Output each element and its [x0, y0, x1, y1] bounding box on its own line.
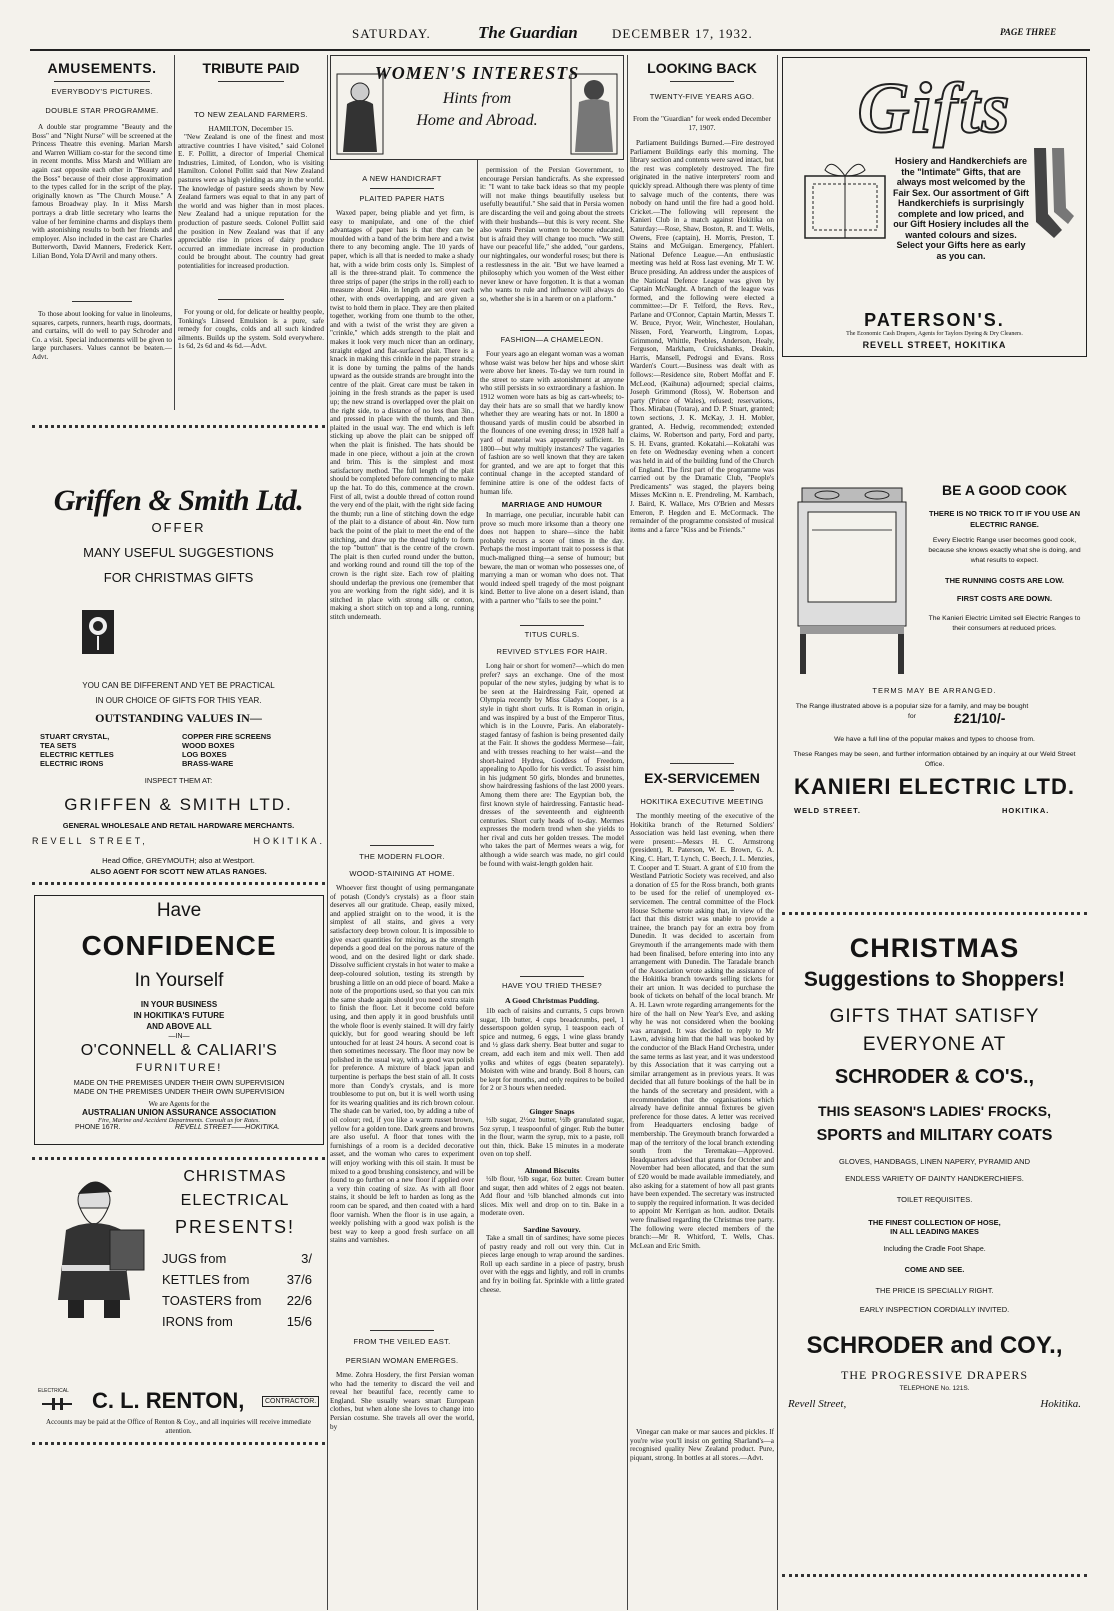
ginger-body: ½lb sugar, 2½oz butter, ½lb granulated sugar, 5oz syrup, 1 teaspoonful of ginger. Rub the butter in the flour, warm the syrup, mix to a paste, roll out thin, thick. Bake 15 minutes in a moderate oven on top shelf. [480, 1116, 624, 1159]
item: JUGS from [162, 1251, 227, 1266]
ginger-title: Ginger Snaps [529, 1107, 575, 1116]
sardine-body: Take a small tin of sardines; have some pieces of pastry ready and roll out very thin. Cut in pieces large enough to wrap around the sardines. Roll up each sardine in a piece of pastry, brush over with the eggs and lightly, and roll in crumbs and fry in boiling fat. Sprinkle with a little grated cheese. [480, 1234, 624, 1294]
oconnell-name: O'CONNELL & CALIARI'S [80, 1042, 278, 1059]
item: IRONS from [162, 1314, 233, 1329]
list-item: BRASS-WARE [182, 759, 234, 768]
kanieri-inspect: These Ranges may be seen, and further information obtained by an inquiry at our Weld Street Office. [793, 751, 1076, 768]
schroder-hose1: THE FINEST COLLECTION OF HOSE, [868, 1218, 1001, 1227]
renton-logo-icon [42, 1396, 72, 1412]
schroder-hose2: IN ALL LEADING MAKES [890, 1227, 979, 1236]
amusements-programme: DOUBLE STAR PROGRAMME. [45, 106, 159, 115]
looking-back-sub: TWENTY-FIVE YEARS AGO. [649, 92, 755, 101]
looking-back-title: LOOKING BACK [647, 60, 757, 76]
renton-price-list [162, 1248, 312, 1332]
ex-servicemen-sub: HOKITIKA EXECUTIVE MEETING [640, 797, 764, 806]
tribute-dateline: HAMILTON, December 15. [208, 124, 294, 133]
griffen-head-office: Head Office, GREYMOUTH; also at Westport. [102, 856, 255, 865]
tried-title: HAVE YOU TRIED THESE? [502, 981, 602, 990]
kanieri-title: BE A GOOD COOK [942, 482, 1067, 498]
tribute-column [178, 56, 324, 414]
price-row [162, 1290, 312, 1311]
oconnell-fire: Fire, Marine and Accident Departments. Consult us for Rates. [98, 1117, 260, 1124]
griffen-different: YOU CAN BE DIFFERENT AND YET BE PRACTICAL [82, 681, 275, 690]
pudding-body: 1lb each of raisins and currants, 5 cups brown sugar, 1lb butter, 4 cups breadcrumbs, peel, 1 dessertspoon golden syrup, 1 teaspoon each of spice and nutmeg, 6 eggs, 1 wine glass brandy and ½ glass dark sherry. Beat butter and sugar to cream, add each item and mix well. Then add yolks and whites of eggs (beaten separately). Moisten with wine and brandy. Boil 8 hours, can be kept for months, and only requires to be boiled for 2 or 3 hours when needed. [480, 1007, 624, 1093]
ex-servicemen-title: EX-SERVICEMEN [644, 770, 760, 786]
renton-name: C. L. RENTON, [92, 1388, 245, 1413]
almond-title: Almond Biscuits [524, 1166, 580, 1175]
looking-back-column [630, 56, 774, 1606]
tribute-title: TRIBUTE PAID [202, 60, 300, 76]
oconnell-street: REVELL STREET——HOKITIKA. [175, 1124, 280, 1131]
amusements-venue: EVERYBODY'S PICTURES. [51, 87, 153, 96]
list-item: TEA SETS [40, 741, 77, 750]
renton-ad [32, 1157, 325, 1445]
vinegar-advt: Vinegar can make or mar sauces and pickles. If you're wise you'll insist on getting Sharland's—a recognised quality New Zealand product. Pure, piquant, strong. In bottles at all stores.—Advt. [630, 1428, 774, 1462]
gift-box-illustration [801, 150, 889, 242]
griffen-line1: MANY USEFUL SUGGESTIONS [83, 545, 274, 560]
patersons-gifts-ad [782, 57, 1087, 357]
schroder-gifts: GIFTS THAT SATISFY [829, 1006, 1040, 1027]
schroder-cradle: Including the Cradle Foot Shape. [883, 1246, 986, 1253]
list-item: ELECTRIC IRONS [40, 759, 104, 768]
kanieri-l1: THERE IS NO TRICK TO IT IF YOU USE AN ELECTRIC RANGE. [928, 509, 1081, 529]
masthead-date: DECEMBER 17, 1932. [612, 26, 753, 41]
renton-contractor: CONTRACTOR. [262, 1396, 319, 1407]
looking-back-from: From the "Guardian" for week ended December 17, 1907. [633, 115, 771, 132]
schroder-drapers: THE PROGRESSIVE DRAPERS [840, 1368, 1029, 1382]
kanieri-full-line: We have a full line of the popular makes and types to choose from. [834, 736, 1035, 743]
divider [520, 625, 584, 626]
griffen-inspect: INSPECT THEM AT: [144, 776, 213, 785]
divider [520, 976, 584, 977]
griffen-offer: OFFER [151, 520, 206, 535]
floor-body: Whoever first thought of using permanganate of potash (Condy's crystals) as a floor stain deserves all our gratitude. Cheap, easily mixed, and applied straight on to the wood, it is the simplest of all stains, and gives a very satisfactory deep brown colour. It is impossible to give exact quantities for mixing, as the strength depends a good deal on the porous nature of the wood, and on the desired light or dark shade. Dissolve sufficient crystals in hot water to make a deep-coloured solution, testing its strength by brushing a little on an odd piece of board. Make a note of the proportions used, so that you can mix the same shade again should you need extra stain to finish the floor. Let it become cold before using, and then apply it in good brushfuls until the whole floor is evenly stained. It will dry fairly quickly, but for good wearing should be left untouched for at least 24 hours. A second coat is then sometimes necessary. The floor may now be polished in the usual way, with a good wax polish for preference. A mixture of black japan and turpentine is perhaps the best stain of all. It costs more than Condy's crystals, and is more troublesome to put on, but it is well worth using for its wearing qualities and its rich brown colour. The shade can be varied, too, by adding a tube of oil colour; red, if you like a warm russet brown, yellow for a golden tone. Dark greens and browns are also useful. A floor that tones with the furnishings of a room is a decided decorative asset, and the woman who cares to experiment will enjoy working with this oil stain. It must be mixed to a good brushing consistency, and will be found to go further on a new floor if applied over a very thin coating of size. As with all floor stains, it should be left to harden as long as the room can be spared, and then coated with a hard floor varnish. When the floor is in use again, a weekly polishing with a good wax polish is the best way to keep a good fresh surface on all stains and varnishes. [330, 884, 474, 1245]
oconnell-l1: IN YOUR BUSINESS [140, 1000, 218, 1009]
schroder-name: SCHRODER & CO'S., [834, 1066, 1035, 1088]
handicraft-body: Waxed paper, being pliable and yet firm, is easy to manipulate, and one of the chief advantages of paper hats is that they can be moulded with a band of the brim here and a twist there to any becoming angle. The 10 yards of paper, which is all that is needed to make a shady hat, with a wide brim costs only 1s. Simplest of all is the three-strand plait. To commence the three strips of paper (the strips in the roll) each to measure about 24in. in length are set over each other, with ends overlapping, and are given a twist to hold them in place. They are then plaited together, working from one thumb to the other, and with a twist of the wrist they are given a "crinkle," which adds strength to the plait and makes it look very much nicer than an ordinary, straight edged and flat-surfaced plait. There is a knack in making this crinkle in the paper strands; it is done by turning the palms of the hands upward as the outside strands are brought into the centre of the plait. Great care must be taken in joining in the fresh strands as the paper is used up; the new strand is overlapped over the plait on the right side, to a distance of no less than 3in., and pressed in place with the thumb, and then plaited in the usual way. The end which is left sticking up above the plait can be snipped off when the plait is finished. The hats should be made in one piece, without a join at the crown and brim. This is the simplest and most satisfactory method. The full length of the plait should be completed before commencing to make up the hat. To do this, commence at the crown. First of all, twist a double thread of cotton round the very end of the plait, with the right side facing the thumb; run a line of stitching down the edge of the plait to a distance of about 4in. Now turn back the point of the plait to meet the end of the stitching, and draw up the thread tightly to form the top "button" that is the centre of the crown. The plait is then curled round under the button, and working round and round till the top of the crown is the right size. Each row of plaiting should underlap the previous one (remember that you are working from the right side), and it is stitched in place with strong silk or cotton, making a short stitch on top and a long, running stitch underneath. [330, 209, 474, 621]
schroder-endless: ENDLESS VARIETY OF DAINTY HANDKERCHIEFS. [845, 1174, 1024, 1183]
divider [670, 81, 734, 82]
veiled-title: FROM THE VEILED EAST. [353, 1337, 451, 1346]
divider [72, 301, 132, 302]
patersons-name: PATERSON'S. [864, 310, 1005, 330]
col-rule-3 [477, 160, 478, 1610]
griffen-smith-ad [32, 425, 325, 885]
kanieri-range: The Range illustrated above is a popular size for a family, and may be bought for [795, 703, 1029, 720]
schroder-gloves: GLOVES, HANDBAGS, LINEN NAPERY, PYRAMID AND [838, 1157, 1031, 1166]
floor-subtitle: WOOD-STAINING AT HOME. [349, 869, 455, 878]
kanieri-l3: THE RUNNING COSTS ARE LOW. [945, 576, 1064, 585]
griffen-logo: Griffen & Smith Ltd. [53, 484, 304, 517]
griffen-town: HOKITIKA. [253, 836, 325, 846]
schroder-coy: SCHRODER and COY., [806, 1332, 1063, 1359]
womens-column-a [330, 166, 474, 1606]
oconnell-phone: PHONE 167R. [75, 1124, 121, 1131]
kanieri-terms: TERMS MAY BE ARRANGED. [872, 686, 997, 695]
oconnell-confidence: CONFIDENCE [81, 930, 277, 961]
marriage-title: MARRIAGE AND HUMOUR [501, 500, 603, 509]
masthead-rule [30, 49, 1090, 51]
price: 22/6 [286, 1293, 312, 1308]
divider [218, 81, 284, 82]
griffen-choice: IN OUR CHOICE OF GIFTS FOR THIS YEAR. [95, 696, 262, 705]
marriage-body: In marriage, one peculiar, incurable habit can prove so much more irksome than a theory one does not happen to share—since the habit probably recurs a score of times in the day. Perhaps the most important trait to possess is that much-maligned thing—a sense of humour; but beware, the man or woman who possesses one, of marrying a man or woman who does not. That would indeed spell tragedy of the most poignant kind. Better to live alone on a desert island, than with a partner who "fails to see the point." [480, 511, 624, 605]
item: TOASTERS from [162, 1293, 262, 1308]
renton-electrical: ELECTRICAL [180, 1192, 290, 1209]
griffen-name: GRIFFEN & SMITH LTD. [64, 795, 293, 814]
oconnell-made2: MADE ON THE PREMISES UNDER THEIR OWN SUPERVISION [73, 1087, 285, 1096]
oconnell-caliari-ad [34, 895, 324, 1145]
masthead-day: SATURDAY. [352, 26, 431, 41]
schroder-season: THIS SEASON'S LADIES' FROCKS, [817, 1103, 1052, 1119]
oconnell-assurance: AUSTRALIAN UNION ASSURANCE ASSOCIATION [82, 1108, 276, 1117]
tribute-advt: For young or old, for delicate or healthy people, Tonking's Linseed Emulsion is a pure, safe remedy for coughs, colds and all such kindred ailments. Builds up the system. Sold everywhere. 1s 6d, 2s 6d and 4s 6d.—Advt. [178, 308, 324, 351]
patersons-body: Hosiery and Handkerchiefs are the "Intimate" Gifts, that are always most welcomed by the Fair Sex. Our assortment of Gift Handkerchiefs is surprisingly complete and low priced, and our Gift Hosiery includes all the wanted colours and sizes. Select your Gifts here as early as you can. [892, 156, 1030, 261]
looking-back-body: Parliament Buildings Burned.—Fire destroyed Parliament Buildings early this morning. The library section and contents were saved intact, but the rest was completely destroyed. The fire originated in the native interpreters' room and quickly spread. Although there was plenty of time to salvage much of the contents, there was nobody on hand until the fire had a good hold. Cricket.—The following will represent the Kanieri Club in a match against Hokitika on Saturday:—Rose, Shaw, Boston, R. and T. Wells, Owens, Free (captain), H. Morris, Preston, T. Stains and McGuigan. Emergency, Pfahlert. National Defence League.—An enthusiastic meeting was held at Ross last evening, Mr T. W. Bruce presiding. An address under the auspices of the National Defence League was given by Captain McNaught. A branch of the league was formed, and the following were elected a committee:—Dr F. Telford, the Revs. Rev., Parlane and O'Connor, Captain Martin, Messrs T. W. Bruce, Pryor, Weir, Winchester, Houlahan, Nissen, Ford, Yearworth, Lingtrom, Lopas, Grimmond, Whittle, Peebles, Anderson, Healy, Ferguson, Markham, Cruickshanks, Deakin, Harris, Mansell, Pedrogsi and Evans. Ross Warden's Court.—Business was dealt with as follows:—Residence site, Robert Moffat and F. McLeod, (Kaihuna) adjourned; special claims, Joseph Grimmond (Ross), W. Robertson and party (Prince of Wales), refused; reservations, Thos. Mirabau (Totara), and D. P. Stuart, granted; town sections, J. K. McKay, J. H. Mobler, granted, A. Hedwig, recommended; extended claims, W. Robertson and party, Ford and party, S. H. Evans, granted. Kokatahi.—Kokatahi was en fete on Wednesday evening when a concert was held in aid of the building fund of the Church of England. The first part of the programme was carried out by the Dramatic Club, "People's Predicaments" was staged, the players being Misses McKinn n. E. Prendreling, M. Karnbach, J. Baird, K. Wallace, Mrs O'Brien and Messrs Emeron, P. Hegden and E. McCormack. The remainder of the programme consisted of musical items and a farce "Kiss and be Friends." [630, 139, 774, 534]
renton-logo-label: ELECTRICAL [38, 1388, 69, 1394]
oconnell-agents: We are Agents for the [148, 1100, 210, 1108]
schroder-price: THE PRICE IS SPECIALLY RIGHT. [875, 1286, 994, 1295]
oconnell-have: Have [156, 900, 202, 921]
lady-illustration-right [571, 74, 617, 154]
titus-title: TITUS CURLS. [524, 630, 580, 639]
kanieri-l2: Every Electric Range user becomes good cook, because she knows exactly what she is doing, and what results to expect. [928, 537, 1081, 564]
price-row [162, 1311, 312, 1332]
price: 3/ [301, 1251, 312, 1266]
oconnell-l2: IN HOKITIKA'S FUTURE [133, 1011, 225, 1020]
patersons-street: REVELL STREET, HOKITIKA [862, 340, 1007, 350]
santa-illustration [40, 1170, 150, 1320]
divider [218, 299, 284, 300]
kanieri-electric-ad [782, 470, 1087, 840]
kanieri-town: HOKITIKA. [1002, 806, 1050, 815]
clock-icon [80, 608, 116, 656]
col-rule-1 [174, 55, 175, 410]
amusements-advt: To those about looking for value in linoleums, squares, carpets, runners, hearth rugs, doormats, and curtains, will do well to pay Schroder and Co. a visit. Special inducements will be given to large purchasers. Values cannot be beaten.—Advt. [32, 310, 172, 361]
griffen-outstanding: OUTSTANDING VALUES IN— [95, 711, 262, 725]
tribute-body: "New Zealand is one of the finest and most attractive countries I have visited," said Colonel E. F. Pollitt, a director of Imperial Chemical Industries, Limited, of London, who is visiting Hamilton. Colonel Pollitt said that New Zealand pastures were as high yielding as any in the world. The knowledge of pasture seeds shown by New Zealand farmers was equal to that in any part of the world and was higher than in most places. New Zealand had a unique reputation for the production of pasture seeds. Colonel Pollitt said the position in New Zealand was that if any appreciable rise in prices of dairy produce occurred an immediate increase in production could be brought about. The country had great potentialities for increased production. [178, 133, 324, 270]
col-rule-4 [627, 55, 628, 1610]
sardine-title: Sardine Savoury. [523, 1225, 581, 1234]
renton-christmas: CHRISTMAS [183, 1168, 287, 1185]
womens-sub1: Hints from [442, 90, 512, 107]
masthead-paper-name: The Guardian [478, 23, 578, 42]
griffen-line2: FOR CHRISTMAS GIFTS [103, 570, 254, 585]
schroder-everyone: EVERYONE AT [862, 1034, 1007, 1055]
amusements-column [32, 56, 172, 414]
oconnell-yourself: In Yourself [134, 970, 224, 991]
griffen-street: REVELL STREET, [32, 836, 148, 846]
divider [670, 763, 734, 764]
divider [370, 845, 434, 846]
schroder-toilet: TOILET REQUISITES. [896, 1195, 973, 1204]
oconnell-l3: AND ABOVE ALL [146, 1022, 212, 1031]
renton-presents: PRESENTS! [174, 1217, 296, 1237]
lady-illustration-left [337, 74, 383, 154]
womens-sub2: Home and Abroad. [416, 112, 538, 129]
titus-body: Long hair or short for women?—which do men prefer? says an exchange. One of the most popular of the new styles, judging by what is to be seen at the Hairdressing Fair, opened at Olympia recently by Miss Gladys Cooper, is a style in tight short curls. It is Roman in origin, and was inspired by a bust of the Emperor Titus, which is in the Louvre, Paris. An elaborately-staged fantasy of fashion is being presented daily at the Fair. It shows the goddess Mermese—fair, and with tresses reaching to her waist—and the short-haired Hydrea, Goddess of Freedom, appealing to Apollo for his verdict. To assist him in his judgment 50 girls, blondes and brunettes, show hairdressing fashions of the last 2000 years. Among them there are: The Egyptian bob, the first known style of hairdressing. Fantastic head-dresses of the seventeenth and eighteenth centuries. Short curly heads of to-day. Mermes expresses the modern trend when she yields to her rival and cuts her golden tresses. The model who takes the part of Mermes wears a wig, for although a wide search was made, no girl could be found with waist-length golden hair. [480, 662, 624, 868]
divider [520, 330, 584, 331]
womens-column-b [480, 166, 624, 1606]
price-row [162, 1248, 312, 1269]
divider [370, 1330, 434, 1331]
womens-interests-header [330, 55, 624, 160]
kanieri-name: KANIERI ELECTRIC LTD. [794, 774, 1075, 799]
patersons-gifts-heading: Gifts [857, 68, 1012, 148]
handicraft-title: A NEW HANDICRAFT [362, 174, 442, 183]
kanieri-price: £21/10/- [954, 710, 1006, 726]
patersons-tagline: The Economic Cash Drapers, Agents for Taylors Dyeing & Dry Cleaners. [846, 331, 1023, 337]
masthead [0, 22, 1114, 48]
list-item: LOG BOXES [182, 750, 227, 759]
price: 37/6 [286, 1272, 312, 1287]
kanieri-l4: FIRST COSTS ARE DOWN. [956, 594, 1053, 603]
womens-title: WOMEN'S INTERESTS [374, 63, 580, 83]
list-item: WOOD BOXES [182, 741, 235, 750]
price: 15/6 [286, 1314, 312, 1329]
list-item: COPPER FIRE SCREENS [182, 732, 272, 741]
oconnell-made1: MADE ON THE PREMISES UNDER THEIR OWN SUPERVISION [73, 1078, 285, 1087]
persian-title: PERSIAN WOMAN EMERGES. [345, 1356, 459, 1365]
griffen-items [32, 732, 325, 770]
schroder-telephone: TELEPHONE No. 121S. [899, 1385, 970, 1392]
schroder-coats: SPORTS and MILITARY COATS [816, 1127, 1053, 1144]
electric-range-illustration [782, 470, 922, 680]
oconnell-l4: —IN— [168, 1033, 190, 1040]
amusements-title: AMUSEMENTS. [47, 60, 157, 76]
list-item: ELECTRIC KETTLES [40, 750, 114, 759]
floor-title: THE MODERN FLOOR. [359, 852, 445, 861]
schroder-christmas: CHRISTMAS [849, 933, 1020, 963]
renton-accounts: Accounts may be paid at the Office of Renton & Coy., and all inquiries will receive immediate attention. [46, 1418, 311, 1435]
fashion-title: FASHION—A CHAMELEON. [500, 335, 604, 344]
price-row [162, 1269, 312, 1290]
fashion-body: Four years ago an elegant woman was a woman whose waist was below her hips and whose skirt were above her knees. To-day we turn round in the street to stare with astonishment at anyone who still persists in so extraordinary a fashion. In 1912 women wore hats as big as cart-wheels; to-day their hats are so small that we hardly know whether they are wearing hats or not. In 1800 a thousand yards of muslin could be absorbed in the flounces of one evening dress; in 1928 half a yard of material was apparently sufficient. In 1800—but why multiply instances? The vagaries of fashion are so well known that they are taken for granted, and we are apt to forget that this continual change in the accepted standard of feminine attire is one of the oddest facts of human life. [480, 350, 624, 496]
schroder-town: Hokitika. [1040, 1398, 1081, 1410]
kanieri-weld: WELD STREET. [794, 806, 862, 815]
griffen-agent: ALSO AGENT FOR SCOTT NEW ATLAS RANGES. [90, 867, 267, 876]
schroder-early: EARLY INSPECTION CORDIALLY INVITED. [859, 1305, 1010, 1314]
persian-body: Mme. Zohra Hosdery, the first Persian woman who had the temerity to discard the veil and reveal her beautiful face, recently came to England. She usually wears smart European clothes, but when alone she loves to change into Persian costume. She travels all over the world, by [330, 1371, 474, 1431]
amusements-body: A double star programme "Beauty and the Boss" and "Night Nurse" will be screened at the Princess Theatre this evening. Marian Marsh and Warren William co-star for the second time in recent months. Miss Marsh and William are again cast opposite each other in "Beauty and the Boss" because of their close approximation to the types called for in the script of the play, originally known as "The Church Mouse." A famous Broadway play. In it Miss Marsh portrays a drab little secretary who learns the value of her feminine charms and displays them with astonishing results to both her friends and employer. Also included in the cast are Charles Butterworth, David Manners, Frederick Kerr, Lilian Bond, Yola D'Avril and many others. [32, 123, 172, 260]
schroder-street: Revell Street, [788, 1398, 847, 1410]
item: KETTLES from [162, 1272, 250, 1287]
list-item: STUART CRYSTAL, [40, 732, 110, 741]
divider [670, 790, 734, 791]
almond-body: ½lb flour, ½lb sugar, 6oz butter. Cream butter and sugar, then add whites of 2 eggs not beaten. Add flour and ½lb blanched almonds cut into slices. Mix well and drop on to tin. Bake in a moderate oven. [480, 1175, 624, 1218]
schroder-come: COME AND SEE. [904, 1265, 965, 1274]
masthead-page: PAGE THREE [1000, 27, 1057, 37]
persian-body-continued: permission of the Persian Government, to encourage Persian handicrafts. As she expressed it: "I want to take back ideas so that my people will not make things beautifully useless but usefully beautiful." She said that in Persia women are discarding the veil and going about the streets with their husbands—but this is very recent. She also wants Persian women to become educated, but is afraid they will change too much. "We still have our peaceful life," she added, "our gardens, our nightingales, our wonderful roses; but there is a restlessness in the air. "But we have learned a philosophy which you women of the West either never knew or have forgotten. It is that a woman who wants to rule and influence will always do so, whether she is in a harem or on a platform." [480, 166, 624, 303]
schroder-suggestions: Suggestions to Shoppers! [803, 968, 1066, 991]
schroder-ad [782, 912, 1087, 1577]
col-rule-5 [777, 55, 778, 1610]
plaited-title: PLAITED PAPER HATS [359, 194, 445, 203]
stockings-illustration [1026, 144, 1076, 244]
tribute-subtitle: TO NEW ZEALAND FARMERS. [194, 110, 308, 119]
divider [370, 188, 434, 189]
oconnell-furniture: FURNITURE! [135, 1062, 223, 1074]
kanieri-l5: The Kanieri Electric Limited sell Electric Ranges to their consumers at reduced prices. [928, 615, 1081, 632]
pudding-title: A Good Christmas Pudding. [504, 996, 600, 1005]
divider [54, 81, 150, 82]
titus-subtitle: REVIVED STYLES FOR HAIR. [496, 647, 608, 656]
griffen-merchants: GENERAL WHOLESALE AND RETAIL HARDWARE MERCHANTS. [62, 821, 295, 830]
col-rule-2 [327, 55, 328, 1610]
ex-servicemen-body: The monthly meeting of the executive of the Hokitika branch of the Returned Soldiers' Association was held last evening, when there were present:—Messrs H. C. Armstrong (president), R. Paterson, W. E. Brown, G. A. King, C. Hart, T. Lynch, C. Beech, J. L. Menzies, T. Cooper and T. Stuart. A grant of £10 from the Westland Patriotic Society was received, and also a donation of £5 for the Ross branch, both grants to be used for the relief of unemployed ex-servicemen. The central committee of the Flock House Scheme wrote asking that, in view of the fact that this district was unable to provide a trainee, the branch pay for an extra boy from Dunedin. It was decided to ascertain from Greymouth if the arrangements made with them had been finalised, before entering into into any arrangement with Dunedin. The Taradale branch of the Association wrote asking the assistance of the Hokitika branch towards selling tickets for their art union. It was decided to purchase the book of tickets on behalf of the local branch. Mr A. H. Lawn wrote regarding arrangements for the hire of the hall on New Year's Eve, and asking why he was not considered when the booking was arranged. It was decided to reply to Mr Lawn, advising him that the hall was booked by the conductor of the Black Hand Orchestra, under the same terms as last year, and it was understood by this Association that it was carrying out a similar arrangement as in previous years. It was decided that all future bookings of the hall be in the hands of the secretary and president, with a recommendation that the organisations which already have definite annual fixtures be given preference for those dates. A letter was received from Headquarters enclosing badge of membership. The Greymouth branch forwarded a map of the territory of the local branch extending south from the Teremakau—Approved. Headquarters advised that grants for October and November had been allocated, and that the sum of £20 would be made available immediately, and also asking for a statement of how all past grants have been expended. The secretary was instructed to supply the required information. It was decided to appoint Mr Kerrigan as hon. auditor. Details were finalised regarding the Christmas tree party. The following were elected members of the branch:—Mr R. Whitford, T. Wells, Chas. McLean and Eric Smith. [630, 812, 774, 1250]
